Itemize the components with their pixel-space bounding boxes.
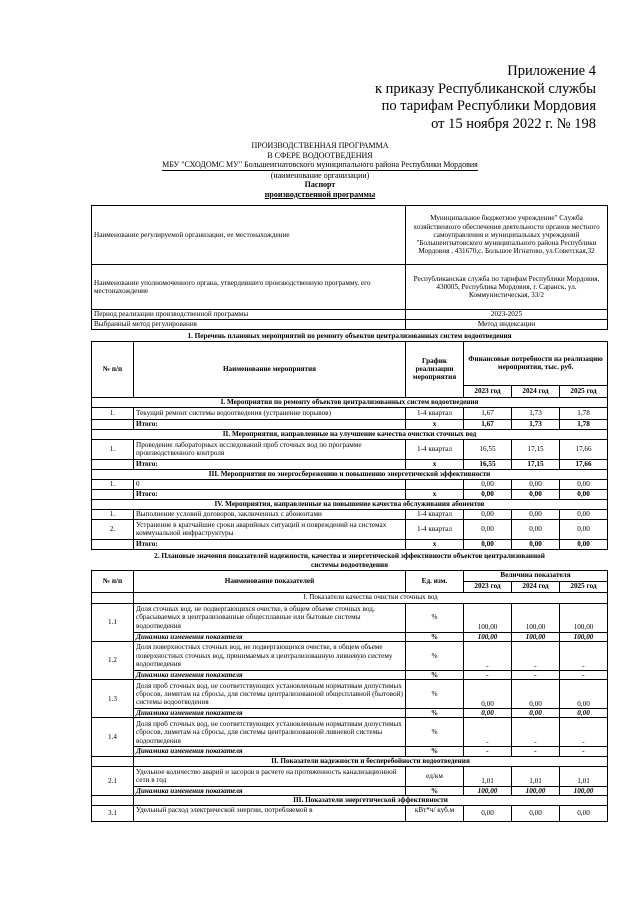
- passport-value: Муниципальное бюджетное учреждение" Служба хозяйственного обеспечения деятельности органов местного самоуправления и муниципальных учреждений "Большеигнатовского муниципального района Республики Мордовия , 431670,с. Большое Игнатово, ул.Советская,32: [406, 206, 608, 265]
- row-value: 0,00: [464, 479, 512, 489]
- passport-title: Паспорт: [304, 180, 336, 189]
- dynamics-value: 100,00: [560, 786, 608, 795]
- row-value: 0,00: [512, 680, 560, 709]
- col-header-measure: Наименование мероприятия: [134, 341, 406, 397]
- row-value: 1,67: [464, 407, 512, 419]
- dynamics-label: Динамика изменения показателя: [134, 786, 406, 795]
- row-value: 1,78: [560, 407, 608, 419]
- section-title: II. Показатели надежности и бесперебойности водоотведения: [134, 756, 608, 766]
- row-num: 1.4: [92, 718, 134, 756]
- row-name: Удельное количество аварий и засоров в расчете на протяженность канализационной сети в год: [134, 766, 406, 786]
- dynamics-value: -: [512, 670, 560, 679]
- row-value: -: [512, 718, 560, 747]
- row-num: 2.1: [92, 766, 134, 795]
- appendix-line-1: Приложение 4: [507, 63, 596, 79]
- row-unit: %: [406, 603, 464, 632]
- total-value: 0,00: [560, 489, 608, 499]
- dynamics-value: 100,00: [464, 786, 512, 795]
- row-value: -: [464, 718, 512, 747]
- dynamics-value: -: [464, 670, 512, 679]
- total-row: [92, 419, 608, 429]
- section-title: III. Мероприятия по энергосбережению и повышению энергетической эффективности: [92, 469, 608, 479]
- row-value: 16,55: [464, 439, 512, 459]
- organization-name: МБУ "СХОДОМС МУ" Большеигнатовского муниципального района Республики Мордовия: [162, 160, 478, 169]
- row-value: 0,00: [512, 479, 560, 489]
- row-schedule: [406, 479, 464, 489]
- section-title: III. Показатели энергетической эффективности: [134, 795, 608, 805]
- col-header-num: № п/п: [92, 570, 134, 592]
- total-x: х: [406, 419, 464, 429]
- table2-caption-2: системы водоотведения: [311, 561, 388, 570]
- appendix-line-2: к приказу Республиканской службы: [374, 80, 596, 97]
- dynamics-value: 0,00: [560, 709, 608, 718]
- table1-caption: 1. Перечень плановых мероприятий по ремонту объектов централизованных систем водоотведения: [187, 331, 512, 340]
- total-label: Итого:: [134, 539, 406, 549]
- row-value: 0,00: [464, 519, 512, 539]
- row-num: 2.: [92, 519, 134, 539]
- dynamics-value: -: [560, 747, 608, 756]
- total-value: 0,00: [464, 489, 512, 499]
- dynamics-value: 100,00: [464, 632, 512, 641]
- row-value: 0,00: [560, 680, 608, 709]
- table2-caption-1: 2. Плановые значения показателей надежности, качества и энергетической эффективности объектов централизованной: [154, 552, 545, 561]
- indicators-table: [91, 552, 608, 822]
- table-row: [92, 641, 608, 670]
- row-name: Доля поверхностных сточных вод, не подвергающихся очистке, в общем объеме поверхностных сточных вод, принимаемых в централизованную ливневую систему водоотведения: [134, 641, 406, 670]
- row-unit: кВт*ч/ куб.м: [406, 805, 464, 821]
- row-schedule: 1-4 квартал: [406, 407, 464, 419]
- row-name: Удельный расход электрической энергии, потребляемой в: [134, 805, 406, 821]
- col-header-num: № п/п: [92, 341, 134, 397]
- table-row: [92, 680, 608, 709]
- col-header-schedule: График реализации мероприятия: [406, 341, 464, 397]
- passport-label: Наименование уполномоченного органа, утвердившего производственную программу, его местонахождение: [92, 265, 406, 310]
- row-unit: ед/км: [406, 766, 464, 786]
- row-schedule: 1-4 квартал: [406, 519, 464, 539]
- total-value: 0,00: [512, 489, 560, 499]
- row-value: 17,66: [560, 439, 608, 459]
- dynamics-row: [92, 747, 608, 756]
- row-name: Устранение в кратчайшие сроки аварийных ситуаций и повреждений на системах коммунальной инфраструктуры: [134, 519, 406, 539]
- row-name: Доля сточных вод, не подвергающихся очистке, в общем объеме сточных вод, сбрасываемых в централизованные общесплавные или бытовые системы водоотведения: [134, 603, 406, 632]
- dynamics-row: [92, 709, 608, 718]
- total-value: 17,15: [512, 459, 560, 469]
- total-value: 17,66: [560, 459, 608, 469]
- appendix-line-4: от 15 ноября 2022 г. № 198: [431, 115, 596, 132]
- col-header-finance: Финансовые потребности на реализацию мероприятия, тыс. руб.: [464, 341, 608, 385]
- passport-value: Метод индексации: [406, 320, 608, 330]
- section-title: II. Мероприятия, направленные на улучшение качества очистки сточных вод: [92, 429, 608, 439]
- table-row: [92, 603, 608, 632]
- row-num: 1.: [92, 439, 134, 459]
- row-value: 0,00: [464, 805, 512, 821]
- row-value: 1,01: [560, 766, 608, 786]
- row-value: -: [560, 641, 608, 670]
- section-title: I. Показатели качества очистки сточных вод: [134, 592, 608, 603]
- row-name: Выполнение условий договоров, заключенных с абонентами: [134, 509, 406, 519]
- table-row: [92, 766, 608, 786]
- total-value: 0,00: [512, 539, 560, 549]
- table-row: [92, 805, 608, 821]
- table-row: [92, 479, 608, 489]
- row-name: Текущий ремонт системы водоотведения (устранение порывов): [134, 407, 406, 419]
- dynamics-label: Динамика изменения показателя: [134, 632, 406, 641]
- table-row: [92, 407, 608, 419]
- row-value: 17,15: [512, 439, 560, 459]
- total-x: х: [406, 459, 464, 469]
- total-value: 1,67: [464, 419, 512, 429]
- passport-row: [92, 310, 608, 320]
- row-value: 0,00: [464, 509, 512, 519]
- row-unit: %: [406, 641, 464, 670]
- passport-label: Выбранный метод регулирования: [92, 320, 406, 330]
- row-value: 0,00: [560, 519, 608, 539]
- table-row: [92, 439, 608, 459]
- row-schedule: 1-4 квартал: [406, 439, 464, 459]
- year-header: 2024 год: [512, 385, 560, 397]
- dynamics-value: -: [560, 670, 608, 679]
- dynamics-unit: %: [406, 747, 464, 756]
- total-row: [92, 489, 608, 499]
- dynamics-unit: %: [406, 632, 464, 641]
- dynamics-unit: %: [406, 786, 464, 795]
- dynamics-value: -: [464, 747, 512, 756]
- row-name: Доля проб сточных вод, не соответствующих установленным нормативам допустимых сбросов, лимитам на сбросы, для системы централизованной ливневой системы водоотведения: [134, 718, 406, 747]
- dynamics-label: Динамика изменения показателя: [134, 709, 406, 718]
- total-row: [92, 539, 608, 549]
- row-value: 100,00: [512, 603, 560, 632]
- total-x: х: [406, 539, 464, 549]
- dynamics-value: 0,00: [512, 709, 560, 718]
- dynamics-unit: %: [406, 709, 464, 718]
- year-header: 2024 год: [512, 581, 560, 592]
- dynamics-row: [92, 632, 608, 641]
- col-header-indicator: Наименование показателей: [134, 570, 406, 592]
- repair-measures-table: [91, 331, 608, 550]
- row-num: 1.1: [92, 603, 134, 641]
- total-value: 16,55: [464, 459, 512, 469]
- dynamics-row: [92, 786, 608, 795]
- row-value: 0,00: [560, 509, 608, 519]
- row-value: 0,00: [560, 805, 608, 821]
- passport-label: Наименование регулируемой организации, ее местонахождение: [92, 206, 406, 265]
- row-value: -: [512, 641, 560, 670]
- row-value: -: [464, 641, 512, 670]
- program-title: [0, 141, 640, 199]
- dynamics-label: Динамика изменения показателя: [134, 747, 406, 756]
- passport-row: [92, 206, 608, 265]
- row-num: 1.: [92, 509, 134, 519]
- dynamics-unit: %: [406, 670, 464, 679]
- row-value: 0,00: [512, 805, 560, 821]
- total-label: Итого:: [134, 419, 406, 429]
- row-value: 100,00: [560, 603, 608, 632]
- row-name: Доля проб сточных вод, не соответствующих установленным нормативам допустимых сбросов, лимитам на сбросы, для системы централизованной общесплавной (бытовой) системы водоотведения: [134, 680, 406, 709]
- dynamics-value: 100,00: [560, 632, 608, 641]
- year-header: 2025 год: [560, 581, 608, 592]
- dynamics-row: [92, 670, 608, 679]
- row-num: 1.2: [92, 641, 134, 679]
- total-label: Итого:: [134, 459, 406, 469]
- row-value: 0,00: [512, 509, 560, 519]
- organization-caption: (наименование организации): [270, 170, 370, 180]
- dynamics-value: 0,00: [464, 709, 512, 718]
- passport-row: [92, 265, 608, 310]
- row-value: 1,73: [512, 407, 560, 419]
- dynamics-label: Динамика изменения показателя: [134, 670, 406, 679]
- row-schedule: 1-4 квартал: [406, 509, 464, 519]
- passport-label: Период реализации производственной программы: [92, 310, 406, 320]
- year-header: 2023 год: [464, 581, 512, 592]
- dynamics-value: 100,00: [512, 786, 560, 795]
- passport-subtitle: производственной программы: [264, 189, 376, 199]
- passport-row: [92, 320, 608, 330]
- row-num: 1.: [92, 479, 134, 489]
- col-header-values: Величина показателя: [464, 570, 608, 581]
- total-value: 1,73: [512, 419, 560, 429]
- row-name: 0: [134, 479, 406, 489]
- program-title-line-2: В СФЕРЕ ВОДООТВЕДЕНИЯ: [267, 150, 373, 160]
- table-row: [92, 509, 608, 519]
- year-header: 2023 год: [464, 385, 512, 397]
- row-value: 1,01: [512, 766, 560, 786]
- total-value: 0,00: [464, 539, 512, 549]
- row-num: 1.3: [92, 680, 134, 718]
- row-unit: %: [406, 680, 464, 709]
- dynamics-value: -: [512, 747, 560, 756]
- total-value: 1,78: [560, 419, 608, 429]
- row-name: Проведение лабораторных исследований проб сточных вод по программе производственного контроля: [134, 439, 406, 459]
- table-row: [92, 718, 608, 747]
- total-label: Итого:: [134, 489, 406, 499]
- year-header: 2025 год: [560, 385, 608, 397]
- row-value: 1,01: [464, 766, 512, 786]
- row-value: -: [560, 718, 608, 747]
- table-row: [92, 519, 608, 539]
- row-value: 0,00: [560, 479, 608, 489]
- section-title: IV. Мероприятия, направленные на повышение качества обслуживания абонентов: [92, 499, 608, 509]
- row-value: 0,00: [464, 680, 512, 709]
- row-num: 1.: [92, 407, 134, 419]
- program-title-line-1: ПРОИЗВОДСТВЕННАЯ ПРОГРАММА: [251, 141, 389, 150]
- appendix-line-3: по тарифам Республики Мордовия: [381, 98, 596, 114]
- passport-value: 2023-2025: [406, 310, 608, 320]
- row-value: 0,00: [512, 519, 560, 539]
- total-value: 0,00: [560, 539, 608, 549]
- total-x: х: [406, 489, 464, 499]
- row-num: 3.1: [92, 805, 134, 821]
- appendix-header: [296, 63, 596, 133]
- total-row: [92, 459, 608, 469]
- row-value: 100,00: [464, 603, 512, 632]
- section-title: I. Мероприятия по ремонту объектов централизованных систем водоотведения: [92, 397, 608, 407]
- dynamics-value: 100,00: [512, 632, 560, 641]
- passport-value: Республиканская служба по тарифам Республики Мордовия, 430005, Республика Мордовия, г. Саранск, ул. Коммунистическая, 33/2: [406, 265, 608, 310]
- passport-table: [91, 205, 608, 330]
- row-unit: %: [406, 718, 464, 747]
- col-header-unit: Ед. изм.: [406, 570, 464, 592]
